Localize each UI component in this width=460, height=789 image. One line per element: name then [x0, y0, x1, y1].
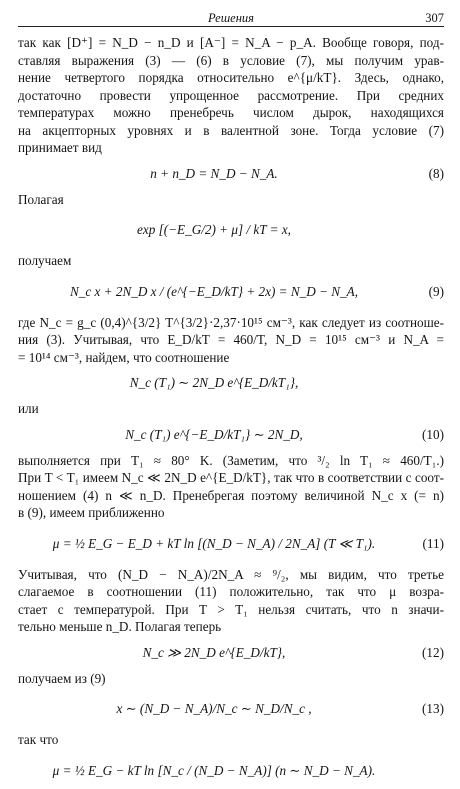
equation-body: N_c (T₁) ∼ 2N_D e^{E_D/kT₁}, — [129, 375, 299, 391]
text-line: стает с температурой. При T > T₁ нельзя считать, что n значи- — [18, 601, 444, 617]
text-line: так что — [18, 732, 59, 747]
equation-number: (11) — [422, 535, 444, 551]
equation-body: N_c ≫ 2N_D e^{E_D/kT}, — [142, 644, 286, 660]
text-line: нение четвертого порядка относительно e^{μ/kT}. Здесь, однако, — [18, 70, 444, 85]
equation-body: n + n_D = N_D − N_A. — [150, 165, 278, 181]
text-line: ставляя выражения (3) — (6) в условие (7), мы получим урав- — [18, 52, 444, 68]
equation-13 — [18, 691, 444, 727]
equation-10 — [18, 422, 444, 448]
text-line: получаем — [18, 253, 72, 268]
equation-tilde — [18, 370, 444, 396]
text-line: достаточно провести упрощенное рассмотрение. При средних — [18, 87, 444, 103]
text-line: где N_c = g_c (0,4)^{3/2} T^{3/2}·2,37·10¹⁵ см⁻³, как следует из соотноше- — [18, 314, 444, 330]
text-line: в (9), имеем приближенно — [18, 505, 165, 520]
page-number: 307 — [425, 11, 444, 25]
equation-body: x ∼ (N_D − N_A)/N_c ∼ N_D/N_c , — [116, 701, 312, 717]
equation-number: (10) — [422, 426, 444, 442]
text-line: тельно меньше n_D. Полагая теперь — [18, 619, 222, 634]
equation-body: μ = ½ E_G − E_D + kT ln [(N_D − N_A) / 2N_A] (T ≪ T₁). — [52, 535, 376, 551]
equation-11 — [18, 526, 444, 562]
equation-body: exp [(−E_G/2) + μ] / kT = x, — [137, 222, 291, 238]
text-line: ния (3). Учитывая, что E_D/kT = 460/T, N_D = 10¹⁵ см⁻³ и N_A = — [18, 332, 444, 347]
equation-9 — [18, 274, 444, 310]
paragraph-4 — [18, 566, 444, 636]
equation-number: (12) — [422, 644, 444, 660]
text-line: или — [18, 401, 39, 416]
paragraph-1 — [18, 34, 444, 157]
equation-number: (13) — [422, 701, 444, 717]
equation-exp — [18, 212, 444, 248]
running-head-title: Решения — [208, 11, 254, 25]
text-line: При T < T₁ имеем N_c ≪ 2N_D e^{E_D/kT}, так что в соответствии с соот- — [18, 470, 444, 485]
equation-body: N_c x + 2N_D x / (e^{−E_D/kT} + 2x) = N_D − N_A, — [69, 283, 359, 299]
text-line: так как [D⁺] = N_D − n_D и [A⁻] = N_A − p_A. Вообще говоря, под- — [18, 35, 444, 50]
equation-final — [18, 753, 444, 789]
running-header — [18, 10, 444, 27]
text-line: принимает вид — [18, 140, 102, 155]
equation-12 — [18, 640, 444, 666]
text-line: слагаемое в соотношении (11) положительно, так что μ возра- — [18, 584, 444, 599]
equation-8 — [18, 161, 444, 187]
text-line: выполняется при T₁ ≈ 80° K. (Заметим, что ³/₂ ln T₁ ≈ 460/T₁.) — [18, 452, 444, 468]
text-line: температурах можно пренебречь числом дырок, находящихся — [18, 105, 444, 120]
text-line: получаем из (9) — [18, 670, 106, 686]
text-line: = 10¹⁴ см⁻³, найдем, что соотношение — [18, 349, 230, 365]
paragraph-3 — [18, 452, 444, 522]
equation-number: (8) — [428, 165, 444, 181]
equation-body: μ = ½ E_G − kT ln [N_c / (N_D − N_A)] (n ∼ N_D − N_A). — [52, 762, 376, 778]
equation-body: N_c (T₁) e^{−E_D/kT₁} ∼ 2N_D, — [125, 426, 303, 442]
text-line: на акцепторных уровнях и в валентной зоне. Тогда условие (7) — [18, 122, 444, 138]
page — [18, 10, 444, 778]
text-line: Полагая — [18, 191, 64, 207]
paragraph-2 — [18, 314, 444, 367]
text-line: ношением (4) n ≪ n_D. Пренебрегая поэтому величиной N_c x (= n) — [18, 487, 444, 503]
text-line: Учитывая, что (N_D − N_A)/2N_A ≈ ⁹/₂, мы видим, что третье — [18, 566, 444, 582]
equation-number: (9) — [428, 283, 444, 299]
